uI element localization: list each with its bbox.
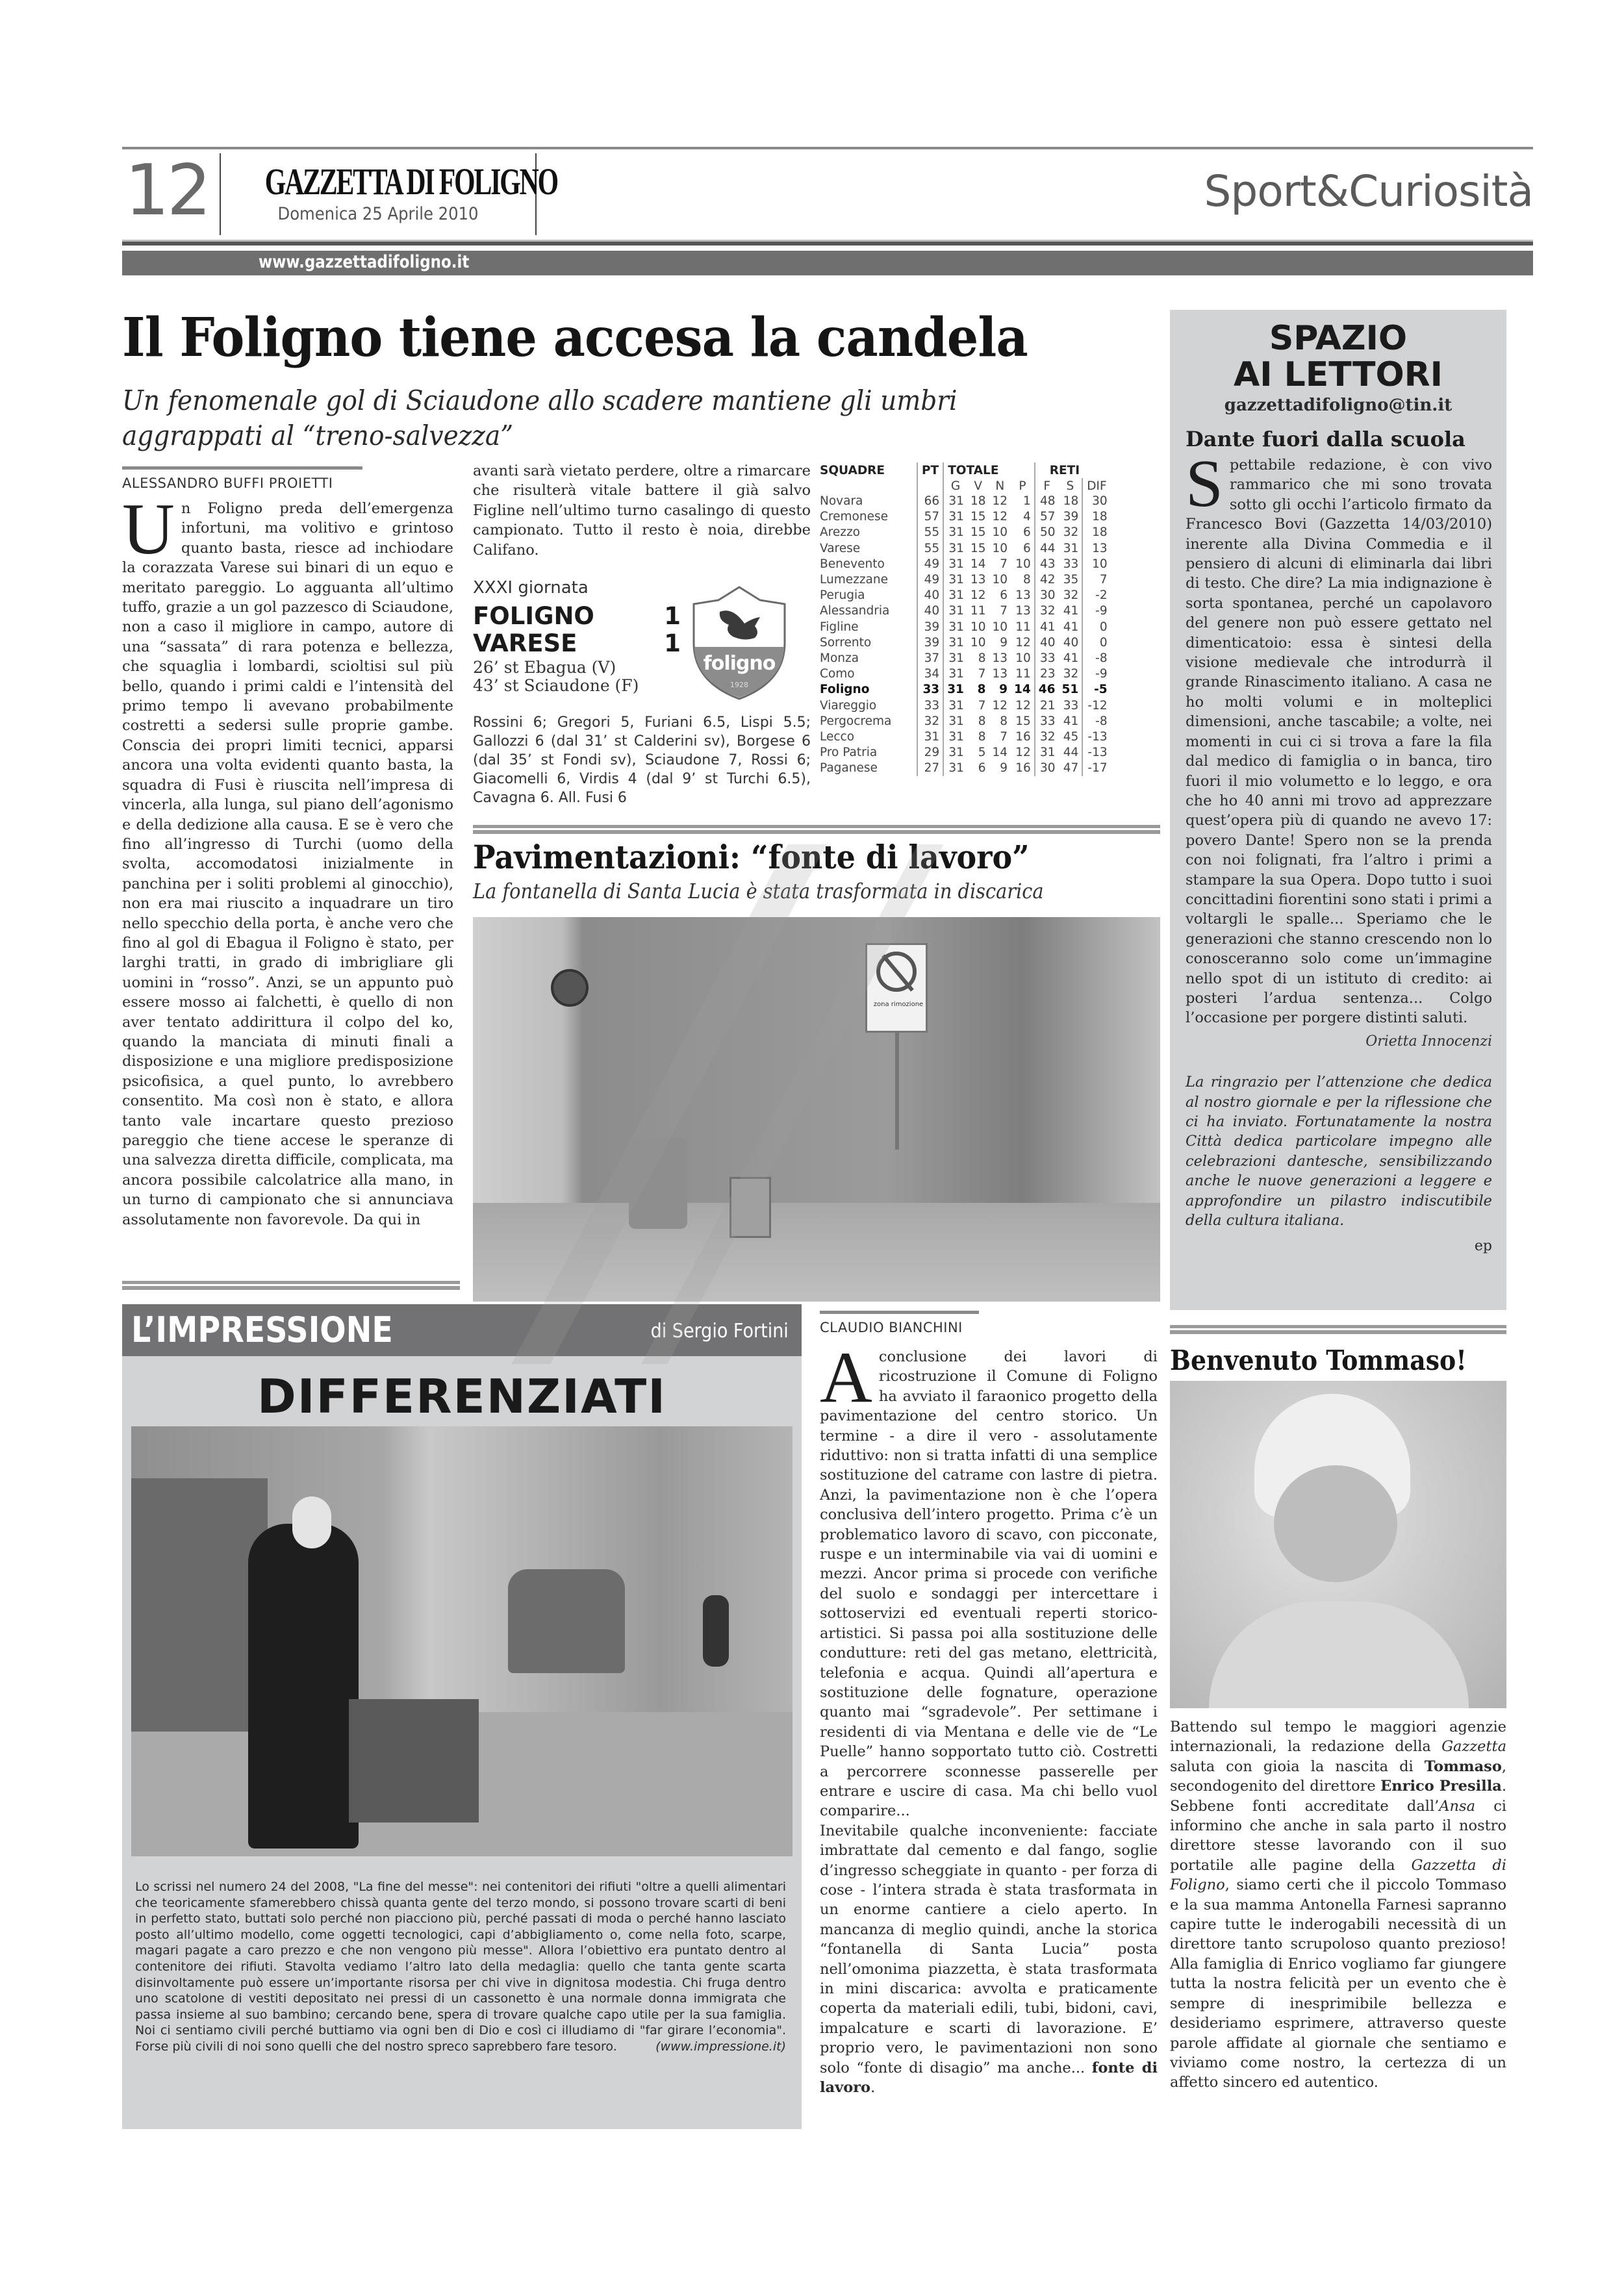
cell-f: 41 — [1035, 620, 1059, 635]
pav-body-end: . — [870, 2079, 876, 2097]
main-headline: Il Foligno tiene accesa la candela — [122, 307, 1028, 369]
cell-p: 10 — [1015, 557, 1031, 571]
cell-p: 12 — [1015, 698, 1031, 713]
cell-f: 32 — [1035, 729, 1059, 745]
cell-team: Varese — [820, 541, 861, 555]
letter-title: Dante fuori dalla scuola — [1186, 427, 1465, 451]
main-subheadline: Un fenomenale gol di Sciaudone allo scadere mantiene gli umbri aggrappati al “treno-salvezza” — [122, 385, 958, 451]
benv-text-2: saluta con gioia la nascita di — [1170, 1758, 1425, 1775]
cell-f: 57 — [1035, 509, 1059, 525]
cell-team: Lumezzane — [820, 573, 888, 587]
cell-f: 32 — [1035, 603, 1059, 619]
benv-text-6: , siamo certi che il piccolo Tommaso e la sua mamma Antonella Farnesi sapranno capire tutte le inderogabili necessità di un direttore tanto scrupoloso quanto prezioso! Alla famiglia di Enrico vogliamo far giungere tutta la nostra felicità per un evento che è sempre di inesprimibile bellezza e desideriamo esprimere, attraverso queste parole affidate al giornale che sentiamo e viviamo come nostro, la certezza di un affetto sincero ed autentico. — [1170, 1876, 1506, 2091]
cell-f: 21 — [1035, 698, 1059, 713]
cell-f: 48 — [1035, 494, 1059, 509]
cell-v: 7 — [978, 698, 986, 713]
col-header-reti: RETI — [1035, 462, 1111, 478]
cell-p: 13 — [1015, 588, 1031, 603]
impressione-bar — [122, 1304, 802, 1356]
cell-s: 18 — [1063, 494, 1079, 509]
cell-pt: 31 — [917, 729, 943, 745]
cell-p: 8 — [1023, 573, 1031, 587]
cell-s: 33 — [1063, 698, 1079, 713]
standings-row — [820, 620, 1111, 635]
pav-article-body — [820, 1337, 1158, 2097]
cell-s: 47 — [1063, 761, 1079, 776]
section-divider — [473, 825, 1160, 834]
cell-dif: -8 — [1082, 714, 1110, 729]
benv-bold-2: Enrico Presilla — [1380, 1778, 1502, 1795]
cell-n: 12 — [992, 494, 1008, 509]
impressione-divider — [122, 1281, 460, 1290]
cell-dif: -13 — [1082, 729, 1110, 745]
cell-team: Viareggio — [820, 698, 877, 713]
cell-dif: 0 — [1082, 620, 1110, 635]
cell-f: 50 — [1035, 525, 1059, 540]
cell-pt: 57 — [917, 509, 943, 525]
cell-pt: 29 — [917, 745, 943, 761]
col-header-team: SQUADRE — [820, 463, 885, 477]
cell-s: 31 — [1063, 541, 1079, 555]
col-header-totale: TOTALE — [943, 462, 1035, 478]
cell-s: 41 — [1063, 620, 1079, 634]
main-byline-block — [122, 466, 362, 491]
benvenuto-title: Benvenuto Tommaso! — [1170, 1344, 1467, 1376]
cell-dif: -12 — [1082, 698, 1110, 713]
cell-g: 31 — [943, 541, 967, 557]
cell-v: 15 — [970, 541, 986, 555]
cell-dif: 18 — [1082, 509, 1110, 525]
cell-g: 31 — [943, 620, 967, 635]
cell-dif: -2 — [1082, 588, 1110, 603]
cell-dif: 10 — [1082, 557, 1110, 572]
benv-text-4: . Sebbene fonti accreditate dall’ — [1170, 1778, 1506, 1815]
benv-italic-3: Gazzetta di Foligno — [1170, 1856, 1506, 1894]
cell-v: 6 — [978, 761, 986, 776]
foligno-crest-icon — [687, 585, 791, 701]
cell-dif: -9 — [1082, 603, 1110, 619]
away-team: VARESE — [473, 629, 577, 657]
col1-text: n Foligno preda dell’emergenza infortuni, ma volitivo e grintoso quanto basta, riesce ad inchiodare la corazzata Varese sui binari di un equo e meritato pareggio. Lo agguanta all’ultimo tuffo, grazie a un gol pazzesco di Sciaudone, non a caso il migliore in campo, autore di una “sassata” di rara potenza e bellezza, che squaglia i lombardi, scioltisi sul più bello, quando i primi caldi e l’intensità del primo tempo li avevano probabilmente costretti a sedersi sulle proprie gambe. Conscia dei propri limiti tecnici, apparsi ancora una volta evidenti quanto basta, la squadra di Fusi è riuscita nell’impresa di vincerla, alla lunga, sul piano dell’agonismo e della dedizione alla causa. E se è vero che fino all’ingresso di Turchi (uomo della svolta, accomodatosi inizialmente in panchina per i soliti problemi al ginocchio), non era mai riuscito a inquadrare un tiro nello specchio della porta, è anche vero che fino al gol di Ebagua il Foligno è stato, per larghi tratti, in grado di imbrigliare gli uomini in “rosso”. Anzi, se un appunto può essere mosso ai falchetti, è quello di non aver tentato addirittura il colpo del ko, quando la manciata di minuti finali a disposizione e una migliore predisposizione psicofisica, a quel punto, lo avrebbero consentito. Ma così non è stato, e allora tanto vale incartare questo prezioso pareggio che tiene accese le speranze di una salvezza diretta difficile, complicata, ma ancora possibile calcolatrice alla mano, in un turno di campionato che si annunciava assolutamente non favorevole. Da qui in — [122, 500, 453, 1228]
cell-n: 9 — [999, 683, 1008, 697]
standings-row — [820, 745, 1111, 761]
player-ratings: Rossini 6; Gregori 5, Furiani 6.5, Lispi 5.5; Gallozzi 6 (dal 31’ st Calderini sv), Borgese 6 (dal 35’ st Fondi sv), Sciaudone 7, Rossi 6; Giacomelli 6, Virdis 4 (dal 9’ st Turchi 6.5), Cavagna 6. All. Fusi 6 — [473, 714, 811, 806]
letter-text: pettabile redazione, è con vivo rammarico che mi sono trovata sotto gli occhi l’articolo firmato da Francesco Bovi (Gazzetta 14/03/2010) inerente alla Divina Commedia e il pensiero di alcuni di eliminarla dai libri di testo. Che dire? La mia indignazione è sorta spontanea, perché un capolavoro del genere non può essere gettato nel dimenticatoio: essa è sintesi della visione medievale che introdurrà il grande Rinascimento italiano. A casa ne ho molti volumi e in molteplici dimensioni, anche tascabile; a volte, nei momenti in cui ci si trova a fare la fila dal medico di famiglia o in banca, tiro fuori il mio volumetto e lo leggo, e ora che ho 40 anni mi trovo ad apprezzare quest’opera più di quando ne avevo 17: povero Dante! Spero non se la prenda con noi folignati, fra l’altro i primi a stampare la sua Opera. Dopo tutto i suoi concittadini fiorentini sono stati i primi a voltargli le spalle... Speriamo che le generazioni che stanno crescendo non lo conosceranno solo come un’immagine nello spot di un istituto di credito: ai posteri l’ardua sentenza... Colgo l’occasione per porgere distinti saluti. — [1186, 457, 1492, 1027]
cell-dif: -5 — [1082, 682, 1110, 698]
byline-rule — [820, 1311, 979, 1314]
match-box — [473, 578, 811, 807]
benv-text-5: ci informino che anche in sala parto il nostro direttore stesse lavorando con il suo portatile alle pagine della — [1170, 1797, 1506, 1874]
sign-text: zona rimozione — [873, 1001, 924, 1008]
cell-pt: 49 — [917, 572, 943, 588]
cell-p: 12 — [1015, 635, 1031, 650]
cell-pt: 40 — [917, 603, 943, 619]
standings-row — [820, 572, 1111, 588]
cell-v: 14 — [970, 557, 986, 571]
cell-pt: 39 — [917, 635, 943, 651]
goal-1: 26’ st Ebagua (V) — [473, 658, 616, 677]
cell-v: 8 — [978, 714, 986, 728]
crest-name: foligno — [703, 652, 776, 675]
cell-p: 13 — [1015, 604, 1031, 618]
cell-team: Pro Patria — [820, 746, 878, 760]
score-away — [473, 630, 681, 657]
cell-n: 10 — [992, 620, 1008, 634]
cell-n: 13 — [992, 667, 1008, 681]
cell-s: 44 — [1063, 746, 1079, 760]
section-name: Sport&Curiosità — [1204, 166, 1533, 216]
cell-dif: 13 — [1082, 541, 1110, 557]
cell-p: 12 — [1015, 746, 1031, 760]
cell-team: Cremonese — [820, 510, 888, 524]
away-score: 1 — [664, 629, 681, 657]
cell-g: 31 — [943, 714, 967, 729]
cell-s: 41 — [1063, 651, 1079, 665]
cell-team: Paganese — [820, 761, 878, 776]
cell-n: 9 — [1000, 635, 1008, 650]
dropcap: A — [820, 1337, 872, 1418]
standings-row — [820, 682, 1111, 698]
cell-n: 10 — [992, 525, 1008, 540]
cell-n: 14 — [992, 746, 1008, 760]
cell-n: 9 — [1000, 761, 1008, 776]
cell-v: 10 — [970, 620, 986, 634]
cell-p: 11 — [1015, 667, 1031, 681]
cell-p: 6 — [1023, 541, 1031, 555]
home-score: 1 — [664, 602, 681, 630]
impressione-source-link[interactable]: (www.impressione.it) — [655, 2039, 786, 2054]
cell-dif: -17 — [1082, 761, 1110, 776]
cell-g: 31 — [943, 635, 967, 651]
cell-f: 46 — [1035, 682, 1059, 698]
cell-s: 32 — [1063, 588, 1079, 603]
cell-dif: -13 — [1082, 745, 1110, 761]
cell-pt: 55 — [917, 525, 943, 540]
col-header-dif: DIF — [1082, 478, 1110, 494]
col-header-p: P — [1019, 479, 1026, 493]
benv-text-1: Battendo sul tempo le maggiori agenzie internazionali, la redazione della — [1170, 1719, 1506, 1756]
col-header-s: S — [1066, 479, 1074, 493]
editor-initials: ep — [1474, 1238, 1492, 1255]
cell-s: 32 — [1063, 667, 1079, 681]
cell-g: 31 — [943, 525, 967, 540]
issue-date: Domenica 25 Aprile 2010 — [277, 204, 479, 224]
cell-g: 31 — [943, 588, 967, 603]
impressione-title: DIFFERENZIATI — [257, 1369, 667, 1424]
pav-subheadline: La fontanella di Santa Lucia è stata trasformata in discarica — [473, 879, 1044, 903]
cell-p: 14 — [1014, 683, 1031, 697]
standings-row — [820, 541, 1111, 557]
cell-v: 5 — [978, 746, 986, 760]
benv-bold-1: Tommaso — [1424, 1758, 1502, 1775]
score-home — [473, 603, 681, 630]
pav-body-bold: fonte di lavoro — [820, 2059, 1158, 2097]
cell-s: 51 — [1061, 683, 1079, 697]
match-round: XXXI giornata — [473, 578, 589, 598]
cell-dif: -8 — [1082, 651, 1110, 666]
cell-dif: 0 — [1082, 635, 1110, 651]
cell-n: 6 — [1000, 588, 1008, 603]
cell-n: 10 — [992, 573, 1008, 587]
cell-s: 45 — [1063, 729, 1079, 744]
cell-g: 31 — [943, 698, 967, 713]
cell-v: 8 — [978, 651, 986, 665]
cell-s: 39 — [1063, 510, 1079, 524]
cell-team: Figline — [820, 620, 859, 634]
pav-headline: Pavimentazioni: “fonte di lavoro” — [473, 838, 1030, 876]
website-link[interactable]: www.gazzettadifoligno.it — [259, 252, 470, 272]
cell-pt: 66 — [917, 494, 943, 509]
cell-team: Lecco — [820, 729, 855, 744]
cell-n: 7 — [1000, 604, 1008, 618]
impressione-box — [122, 1304, 802, 2129]
cell-v: 7 — [978, 667, 986, 681]
cell-f: 40 — [1035, 635, 1059, 651]
standings-row — [820, 603, 1111, 619]
cell-n: 13 — [992, 651, 1008, 665]
standings-row — [820, 525, 1111, 540]
cell-s: 40 — [1063, 635, 1079, 650]
cell-f: 31 — [1035, 745, 1059, 761]
cell-pt: 55 — [917, 541, 943, 557]
cell-g: 31 — [943, 557, 967, 572]
cell-pt: 49 — [917, 557, 943, 572]
cell-pt: 37 — [917, 651, 943, 666]
cell-p: 10 — [1015, 651, 1031, 665]
cell-g: 31 — [943, 509, 967, 525]
cell-v: 18 — [970, 494, 986, 509]
cell-g: 31 — [943, 603, 967, 619]
main-article-col1 — [122, 489, 453, 1230]
impressione-body: Lo scrissi nel numero 24 del 2008, "La fine del messe": nei contenitori dei rifiuti "oltre a quelli alimentari che teoricamente sfamerebbero chissà quanta gente del terzo mondo, si possono trovare scarti di beni in perfetto stato, buttati solo perché non piacciono più, perché passati di moda o perché hanno lasciato posto all’ultimo modello, come oggetti tecnologici, capi d’abbigliamento o, come nella foto, scarpe, magari pagate a caro prezzo e che non vengono più messe". Allora l’obiettivo era puntato dentro al contenitore dei rifiuti. Stavolta vediamo l’altro lato della medaglia: quello che tanta gente scarta disinvoltamente può essere un’importante risorsa per chi vive in dignitosa modestia. Chi fruga dentro uno scatolone di vestiti depositato nei pressi di un cassonetto è una normale donna immigrata che passa insieme al suo bambino; cercando bene, spera di trovare qualche capo utile per la sua famiglia. Noi ci sentiamo civili perché buttiamo via ogni ben di Dio e così ci illudiamo di "far girare l’economia". Forse più civili di noi sono quelli che del nostro spreco saprebbero fare tesoro. — [135, 1880, 786, 2054]
cell-team: Foligno — [820, 683, 870, 697]
cell-g: 31 — [943, 729, 967, 745]
cell-dif: 30 — [1082, 494, 1110, 509]
cell-g: 31 — [943, 666, 967, 682]
standings-row — [820, 729, 1111, 745]
cell-dif: 18 — [1082, 525, 1110, 540]
benvenuto-body — [1170, 1717, 1506, 2093]
cell-team: Benevento — [820, 557, 885, 571]
header-rule — [122, 242, 1533, 246]
byline-rule — [122, 466, 362, 470]
standings-row — [820, 651, 1111, 666]
cell-team: Monza — [820, 651, 859, 665]
cell-g: 31 — [943, 494, 967, 509]
main-byline: ALESSANDRO BUFFI PROIETTI — [122, 475, 333, 491]
cell-g: 31 — [943, 682, 967, 698]
cell-team: Pergocrema — [820, 714, 892, 728]
standings-row — [820, 509, 1111, 525]
cell-s: 33 — [1063, 557, 1079, 571]
cell-team: Alessandria — [820, 604, 890, 618]
pav-byline-block — [820, 1311, 979, 1335]
cell-s: 41 — [1063, 714, 1079, 728]
editor-reply: La ringrazio per l’attenzione che dedica al nostro giornale e per la riflessione che ci ha inviato. Fortunatamente la nostra Città dedica particolare impegno alle celebrazioni dantesche, sensibilizzando anche le nuove generazioni a leggere e approfondire un pilastro indiscutibile della cultura italiana. — [1186, 1074, 1492, 1230]
goal-2: 43’ st Sciaudone (F) — [473, 676, 639, 695]
cell-team: Perugia — [820, 588, 865, 603]
sidebar-title-line2: AI LETTORI — [1233, 355, 1443, 394]
masthead — [220, 153, 557, 235]
cell-p: 6 — [1023, 525, 1031, 540]
cell-f: 44 — [1035, 541, 1059, 557]
cell-f: 23 — [1035, 666, 1059, 682]
fontanella-photo — [473, 917, 1160, 1302]
cell-f: 30 — [1035, 761, 1059, 776]
standings-table-wrap — [820, 462, 1158, 776]
cell-g: 31 — [943, 651, 967, 666]
cell-pt: 40 — [917, 588, 943, 603]
cell-v: 10 — [970, 635, 986, 650]
cell-v: 15 — [970, 525, 986, 540]
cell-n: 12 — [992, 510, 1008, 524]
sidebar-title — [1170, 320, 1506, 393]
impressione-label: L’IMPRESSIONE — [131, 1309, 393, 1350]
standings-row — [820, 761, 1111, 776]
cell-f: 30 — [1035, 588, 1059, 603]
page-number: 12 — [125, 150, 209, 231]
col-header-g: G — [943, 478, 967, 494]
standings-row — [820, 666, 1111, 682]
cell-pt: 27 — [917, 761, 943, 776]
cell-v: 15 — [970, 510, 986, 524]
impressione-text — [135, 1879, 786, 2055]
col-header-n: N — [995, 479, 1005, 493]
masthead-title: GAZZETTA DI FOLIGNO — [264, 160, 557, 203]
cell-p: 15 — [1015, 714, 1031, 728]
cell-n: 7 — [1000, 729, 1008, 744]
cell-dif: -9 — [1082, 666, 1110, 682]
crest-year: 1928 — [730, 681, 748, 689]
impressione-author: di Sergio Fortini — [650, 1320, 789, 1343]
cell-g: 31 — [943, 572, 967, 588]
cell-v: 13 — [970, 573, 986, 587]
cell-pt: 39 — [917, 620, 943, 635]
cell-p: 11 — [1015, 620, 1031, 634]
benv-italic-1: Gazzetta — [1441, 1738, 1506, 1756]
standings-row — [820, 698, 1111, 713]
sidebar-title-line1: SPAZIO — [1269, 319, 1408, 358]
standings-row — [820, 494, 1111, 509]
standings-row — [820, 714, 1111, 729]
cell-pt: 32 — [917, 714, 943, 729]
standings-row — [820, 557, 1111, 572]
no-parking-round-sign-icon — [551, 969, 589, 1007]
cell-v: 8 — [977, 683, 986, 697]
header-top-rule — [122, 147, 1533, 149]
cell-v: 11 — [970, 604, 986, 618]
col-header-pt: PT — [917, 462, 943, 478]
sidebar-divider — [1170, 1325, 1506, 1334]
pav-body-1: conclusione dei lavori di ricostruzione il Comune di Foligno ha avviato il faraonico progetto della pavimentazione del centro storico. Un termine - a dire il vero - assolutamente riduttivo: non si tratta infatti di una semplice sostituzione del catrame con lastre di pietra. Anzi, la pavimentazione non è che l’opera conclusiva dell’intero progetto. Prima c’è un problematico lavoro di scavo, con picconate, ruspe e un interminabile via vai di uomini e mezzi. Ancor prima si procede con verifiche del suolo e sondaggi per intercettare i sottoservizi ed eventuali reperti storico-artistici. Si passa poi alla sostituzione delle condutture: reti del gas metano, elettricità, telefonia e acqua. Quindi all’apertura e sostituzione delle fognature, operazione quanto mai “sgradevole”. Per settimane i residenti di via Mentana e delle vie de “Le Puelle” hanno sopportato tutto ciò. Costretti a percorrere sconnesse passerelle per entrare e uscire di casa. Ma chi bello vuol comparire... — [820, 1348, 1158, 1820]
col-header-f: F — [1035, 478, 1059, 494]
benv-text-3: , secondogenito del direttore — [1170, 1758, 1506, 1795]
cell-n: 12 — [992, 698, 1008, 713]
cell-n: 10 — [992, 541, 1008, 555]
cell-team: Sorrento — [820, 635, 872, 650]
cell-dif: 7 — [1082, 572, 1110, 588]
cell-n: 8 — [1000, 714, 1008, 728]
differenziati-photo — [131, 1426, 793, 1856]
cell-team: Novara — [820, 494, 863, 509]
cell-g: 31 — [943, 745, 967, 761]
cell-n: 7 — [1000, 557, 1008, 571]
cell-f: 43 — [1035, 557, 1059, 572]
baby-photo — [1170, 1381, 1506, 1708]
cell-v: 12 — [970, 588, 986, 603]
no-parking-sign-icon — [865, 943, 928, 1033]
home-team: FOLIGNO — [473, 602, 594, 630]
letter-body — [1170, 446, 1506, 1257]
letter-signature: Orietta Innocenzi — [1365, 1033, 1492, 1050]
dropcap: S — [1186, 446, 1223, 521]
main-article-col2: avanti sarà vietato perdere, oltre a rimarcare che risulterà vitale battere il già salvo Figline nell’ultimo turno casalingo di questo campionato. Tutto il resto è noia, direbbe Califano. — [473, 462, 811, 559]
dropcap: U — [122, 489, 175, 570]
cell-p: 16 — [1015, 761, 1031, 776]
cell-f: 33 — [1035, 651, 1059, 666]
cell-p: 16 — [1015, 729, 1031, 744]
benv-italic-2: Ansa — [1439, 1797, 1475, 1815]
cell-team: Como — [820, 667, 855, 681]
cell-f: 33 — [1035, 714, 1059, 729]
standings-row — [820, 635, 1111, 651]
cell-s: 35 — [1063, 573, 1079, 587]
cell-pt: 33 — [917, 682, 943, 698]
website-bar — [122, 251, 1533, 275]
cell-p: 1 — [1023, 494, 1031, 509]
cell-pt: 33 — [917, 698, 943, 713]
pav-byline: CLAUDIO BIANCHINI — [820, 1320, 963, 1335]
cell-s: 32 — [1063, 525, 1079, 540]
col-header-v: V — [974, 479, 983, 493]
cell-p: 4 — [1023, 510, 1031, 524]
sidebar-email-link[interactable]: gazzettadifoligno@tin.it — [1224, 396, 1453, 415]
standings-table — [820, 462, 1111, 776]
cell-g: 31 — [943, 761, 967, 776]
standings-row — [820, 588, 1111, 603]
reader-letters-sidebar — [1170, 310, 1506, 1310]
cell-v: 8 — [978, 729, 986, 744]
cell-f: 42 — [1035, 572, 1059, 588]
pav-body-2: Inevitabile qualche inconveniente: facciate imbrattate dal cemento e dal fango, soglie d’ingresso scheggiate in quanto - per forza di cose - l’intera strada è stata trasformata in un enorme cantiere a cielo aperto. In mancanza di meglio quindi, anche la storica “fontanella di Santa Lucia” posta nell’omonima piazzetta, è stata trasformata in mini discarica: avvolta e praticamente coperta da materiali edili, tubi, bidoni, cavi, impalcature e scarti di lavorazione. E’ proprio vero, le pavimentazioni non sono solo “fonte di disagio” ma anche... — [820, 1822, 1158, 2076]
cell-pt: 34 — [917, 666, 943, 682]
cell-s: 41 — [1063, 604, 1079, 618]
cell-team: Arezzo — [820, 525, 860, 540]
